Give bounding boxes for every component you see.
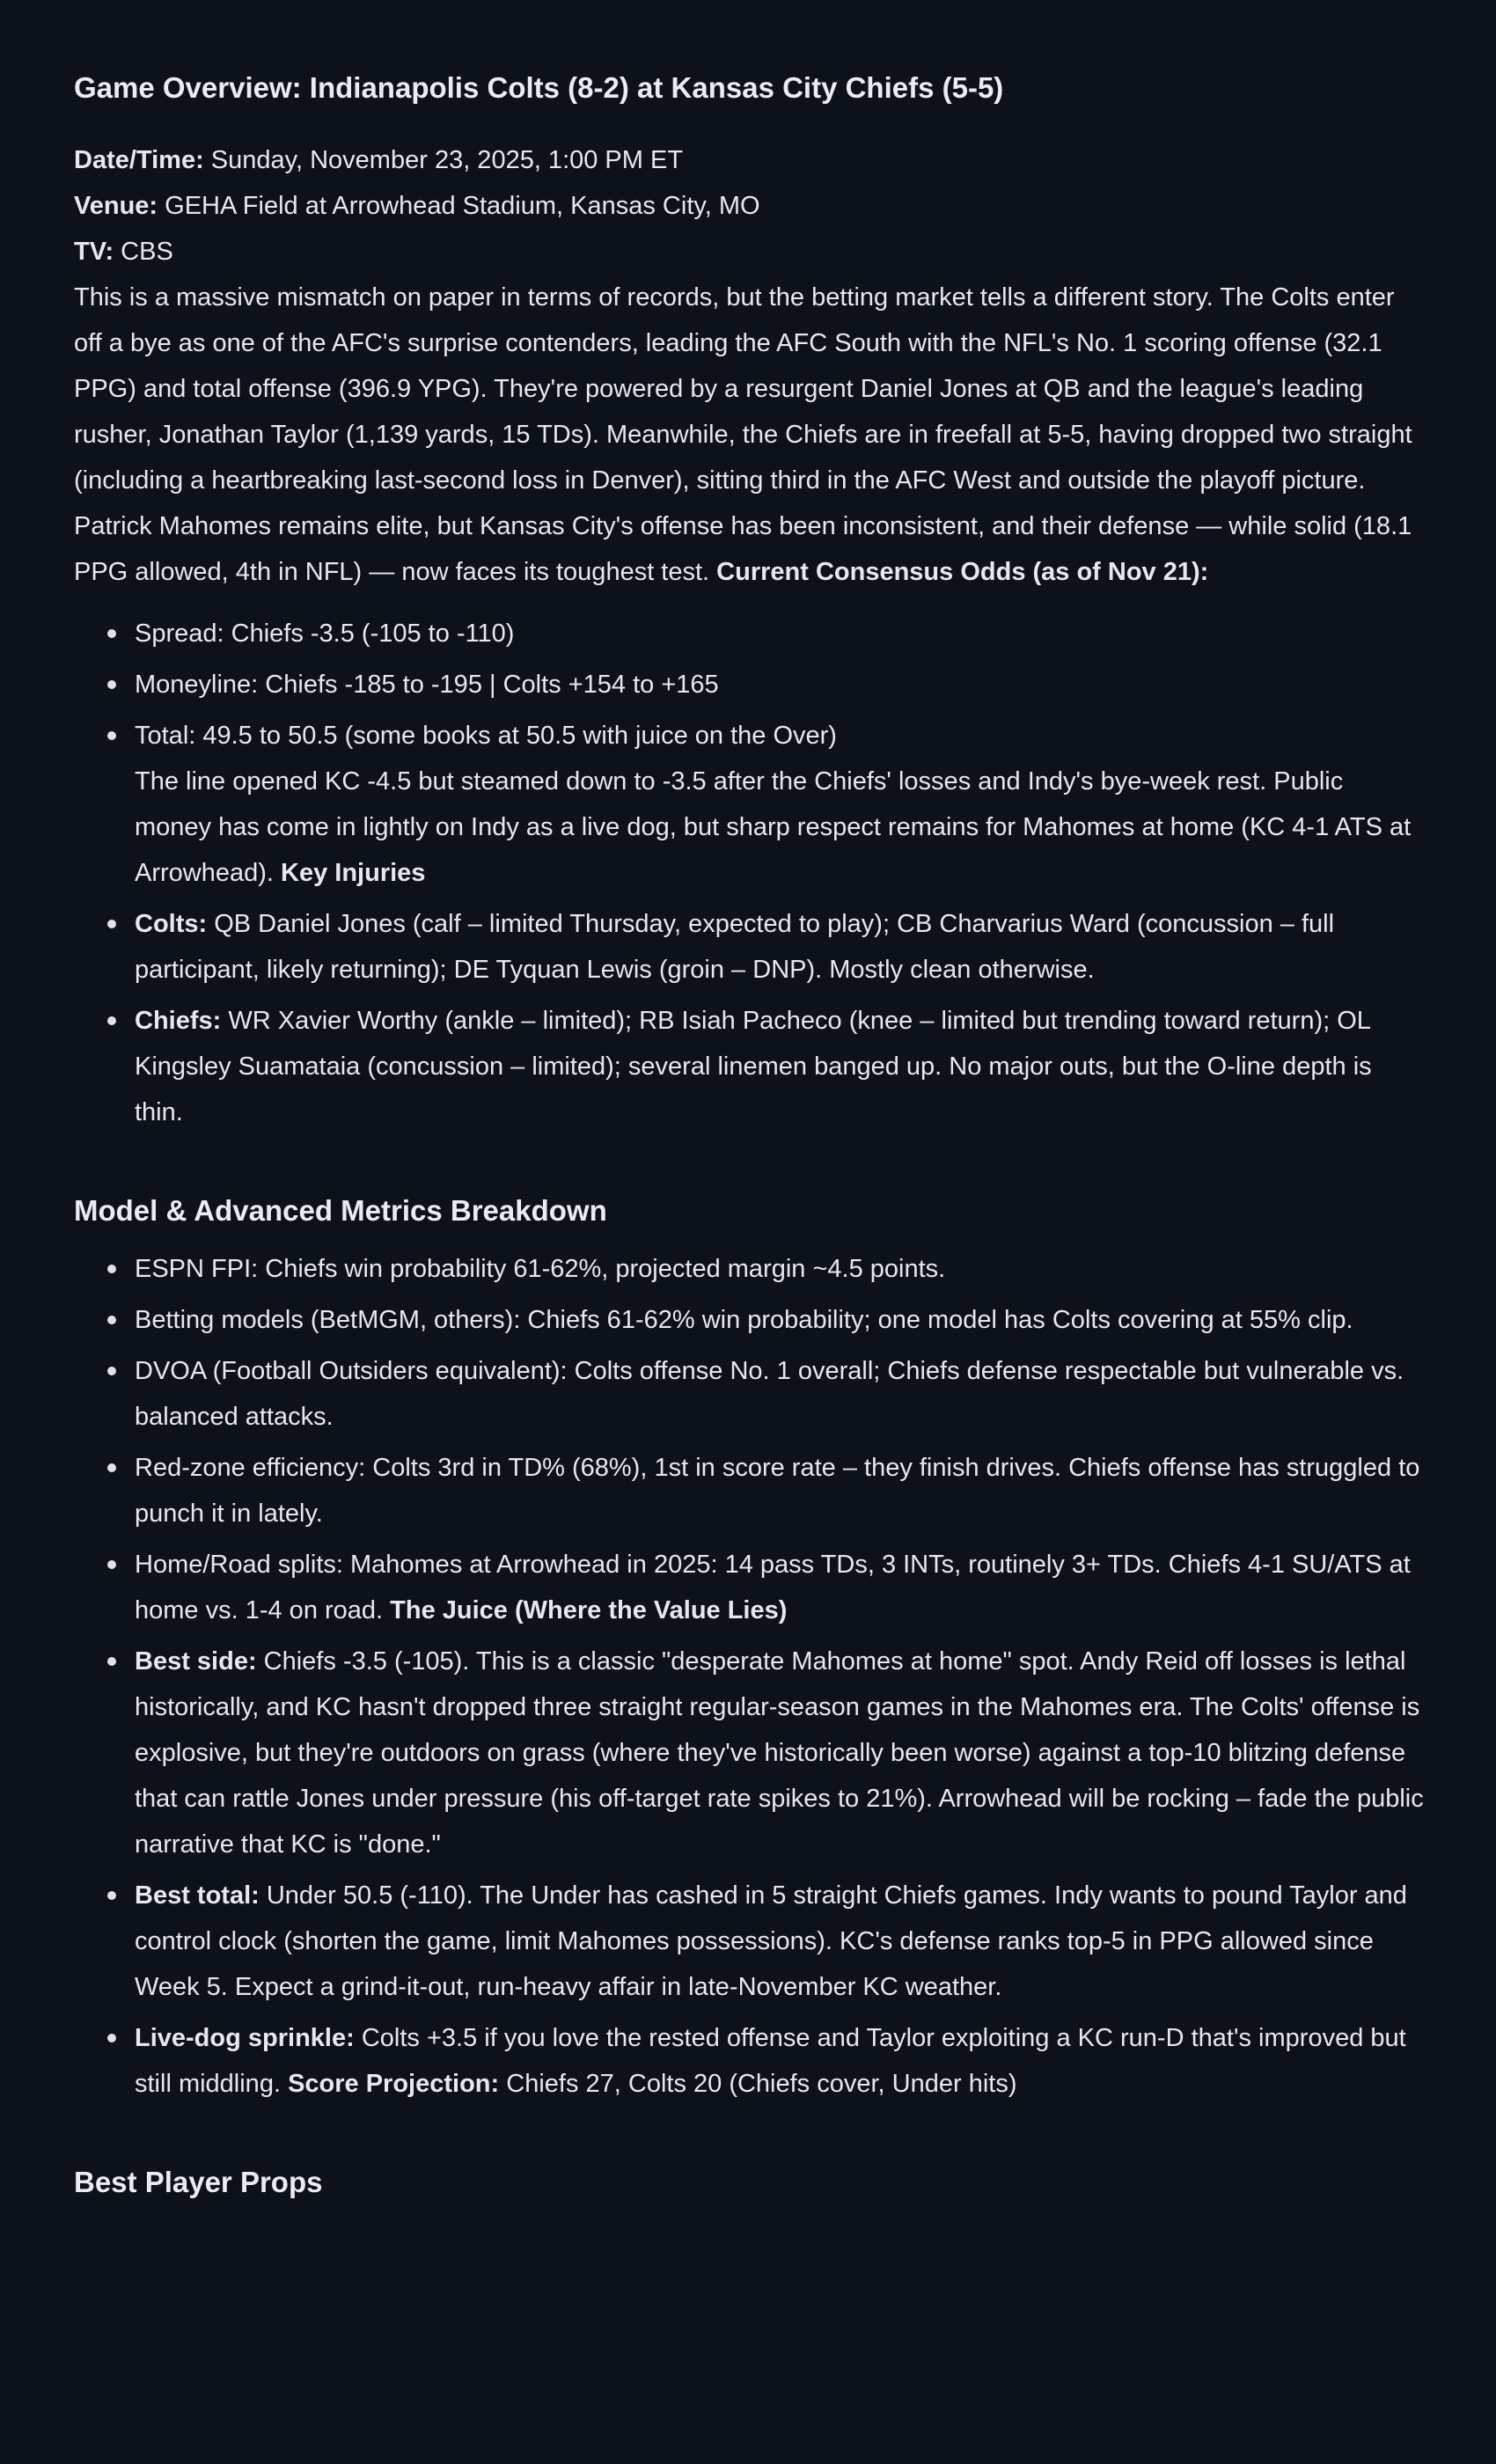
list-item (135, 901, 1426, 993)
text: Sunday, November 23, 2025, 1:00 PM ET (203, 146, 684, 174)
text: Under 50.5 (-110). The Under has cashed in 5 straight Chiefs games. Indy wants to pound Taylor and control clock (shorten the game, limit Mahomes possessions). KC's defense ranks top-5 in PPG allowed since Week 5. Expect a grind-it-out, run-heavy affair in late-November KC weather. (135, 1881, 1407, 2001)
text: The line opened KC -4.5 but steamed down to -3.5 after the Chiefs' losses and Indy's bye-week rest. Public money has come in lightly on Indy as a live dog, but sharp respect remains for Mahomes at home (KC 4-1 ATS at Arrowhead). (135, 767, 1412, 887)
list-item (135, 1348, 1426, 1440)
bold-text: Date/Time: (74, 146, 204, 174)
text: WR Xavier Worthy (ankle – limited); RB Isiah Pacheco (knee – limited but trending toward return); OL Kingsley Suamataia (concussion – limited); several linemen banged up. No major outs, but the O-line depth is thin. (135, 1007, 1372, 1126)
list-item (135, 1445, 1426, 1536)
list-item (135, 1297, 1426, 1343)
text: Chiefs -3.5 (-105). This is a classic "desperate Mahomes at home" spot. Andy Reid off losses is lethal historically, and KC hasn't dropped three straight regular-season games in the Mahomes era. The Colts' offense is explosive, but they're outdoors on grass (where they've historically been worse) against a top-10 blitzing defense that can rattle Jones under pressure (his off-target rate spikes to 21%). Arrowhead will be rocking – fade the public narrative that KC is "done." (135, 1647, 1424, 1859)
text: Spread: Chiefs -3.5 (-105 to -110) (135, 620, 515, 648)
text: This is a massive mismatch on paper in terms of records, but the betting market tells a different story. The Colts enter off a bye as one of the AFC's surprise contenders, leading the AFC South with the NFL's No. 1 scoring offense (32.1 PPG) and total offense (396.9 YPG). They're powered by a resurgent Daniel Jones at QB and the league's leading rusher, Jonathan Taylor (1,139 yards, 15 TDs). Meanwhile, the Chiefs are in freefall at 5-5, having dropped two straight (including a heartbreaking last-second loss in Denver), sitting third in the AFC West and outside the playoff picture. Patrick Mahomes remains elite, but Kansas City's offense has been inconsistent, and their defense — while solid (18.1 PPG allowed, 4th in NFL) — now faces its toughest test. (74, 283, 1412, 586)
text: GEHA Field at Arrowhead Stadium, Kansas City, MO (158, 192, 760, 220)
list-item (135, 2015, 1426, 2107)
list-item (135, 1246, 1426, 1292)
text: Moneyline: Chiefs -185 to -195 | Colts +154 to +165 (135, 671, 719, 699)
list-item (135, 1873, 1426, 2010)
bold-text: Live-dog sprinkle: (135, 2024, 355, 2052)
metrics-list (74, 1246, 1426, 2107)
bold-text: Best side: (135, 1647, 257, 1676)
bold-text: Venue: (74, 192, 158, 220)
list-item (135, 611, 1426, 656)
list-item (135, 713, 1426, 896)
text: Total: 49.5 to 50.5 (some books at 50.5 with juice on the Over) (135, 722, 837, 750)
bold-text: TV: (74, 238, 114, 266)
bold-text: Best total: (135, 1881, 260, 1910)
props-section-heading: Best Player Props (74, 2166, 323, 2198)
page-title: Game Overview: Indianapolis Colts (8-2) at Kansas City Chiefs (5-5) (74, 71, 1004, 104)
text: Home/Road splits: Mahomes at Arrowhead in 2025: 14 pass TDs, 3 INTs, routinely 3+ TDs. Chiefs 4-1 SU/ATS at home vs. 1-4 on road. (135, 1551, 1411, 1624)
text: Chiefs 27, Colts 20 (Chiefs cover, Under hits) (499, 2070, 1017, 2098)
bold-text: Current Consensus Odds (as of Nov 21): (716, 558, 1209, 586)
bold-text: Score Projection: (288, 2070, 500, 2098)
bold-text: Key Injuries (281, 859, 426, 887)
text: Colts +3.5 if you love the rested offense and Taylor exploiting a KC run-D that's improved but still middling. (135, 2024, 1406, 2098)
text: Red-zone efficiency: Colts 3rd in TD% (68%), 1st in score rate – they finish drives. Chiefs offense has struggled to punch it in lately. (135, 1454, 1420, 1528)
text: ESPN FPI: Chiefs win probability 61-62%, projected margin ~4.5 points. (135, 1255, 946, 1283)
bold-text: The Juice (Where the Value Lies) (390, 1596, 788, 1624)
bold-text: Chiefs: (135, 1007, 222, 1035)
list-item (135, 1542, 1426, 1633)
text: DVOA (Football Outsiders equivalent): Colts offense No. 1 overall; Chiefs defense respectable but vulnerable vs. balanced attacks. (135, 1357, 1404, 1431)
text: QB Daniel Jones (calf – limited Thursday, expected to play); CB Charvarius Ward (concussion – full participant, likely returning); DE Tyquan Lewis (groin – DNP). Mostly clean otherwise. (135, 910, 1335, 984)
text: CBS (114, 238, 173, 266)
metrics-section-heading: Model & Advanced Metrics Breakdown (74, 1194, 607, 1227)
odds-injuries-list (74, 611, 1426, 1135)
bold-text: Colts: (135, 910, 208, 938)
text: Betting models (BetMGM, others): Chiefs 61-62% win probability; one model has Colts covering at 55% clip. (135, 1306, 1353, 1334)
game-info-paragraph (74, 137, 1426, 595)
list-item (135, 1639, 1426, 1867)
list-item (135, 998, 1426, 1135)
list-item (135, 662, 1426, 708)
